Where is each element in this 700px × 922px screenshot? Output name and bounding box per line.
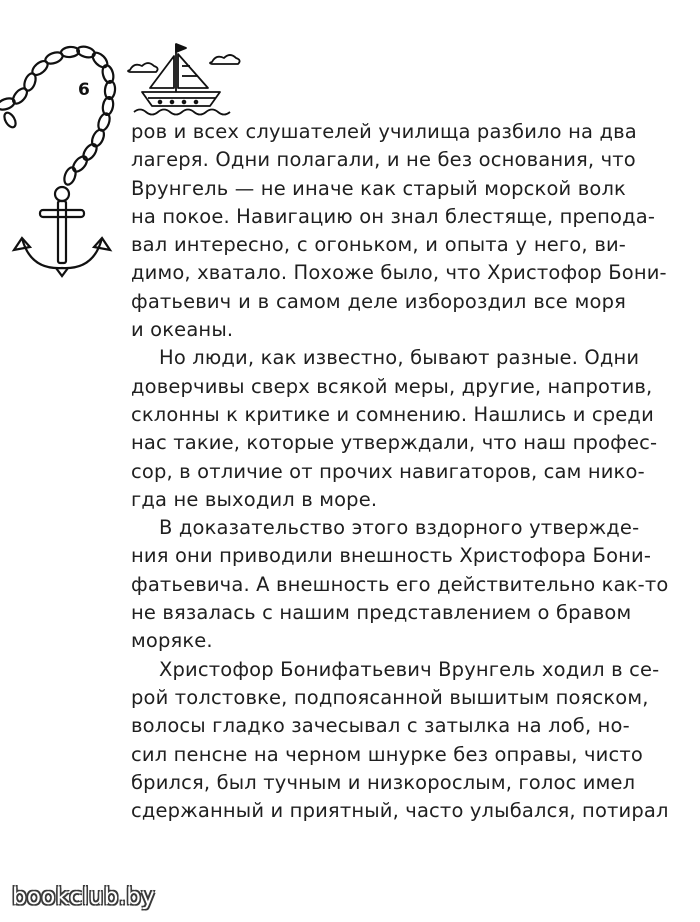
text-line: гда не выходил в море. — [131, 487, 378, 511]
text-line: моряке. — [131, 629, 213, 653]
text-line: брился, был тучным и низкорослым, голос имел — [131, 770, 636, 794]
text-line: лагеря. Одни полагали, и не без основания, что — [131, 148, 636, 172]
text-line: сил пенсне на черном шнурке без оправы, чисто — [131, 742, 643, 766]
text-line: волосы гладко зачесывал с затылка на лоб, но- — [131, 714, 630, 738]
text-line: нас такие, которые утверждали, что наш профес- — [131, 431, 658, 455]
page-number: 6 — [78, 80, 90, 100]
paragraph — [131, 656, 669, 826]
text-line: доверчивы сверх всякой меры, другие, напротив, — [131, 374, 653, 398]
text-line: Врунгель — не иначе как старый морской волк — [131, 176, 626, 200]
text-line: и океаны. — [131, 318, 234, 342]
text-line: сор, в отличие от прочих навигаторов, сам нико- — [131, 459, 645, 483]
chain-anchor-icon — [0, 0, 140, 290]
text-line: димо, хватало. Похоже было, что Христофор Бони- — [131, 261, 667, 285]
watermark: bookclub.by — [12, 884, 156, 910]
paragraph — [131, 514, 669, 655]
paragraph — [131, 344, 658, 514]
text-line: Христофор Бонифатьевич Врунгель ходил в се- — [159, 657, 660, 681]
text-line: вал интересно, с огоньком, и опыта у него, ви- — [131, 233, 626, 257]
text-line: ров и всех слушателей училища разбило на два — [131, 120, 637, 143]
text-line: В доказательство этого вздорного утвержде- — [159, 516, 640, 540]
text-line: Но люди, как известно, бывают разные. Одни — [159, 346, 640, 370]
text-line: фатьевича. А внешность его действительно как-то — [131, 572, 669, 596]
text-line: сдержанный и приятный, часто улыбался, потирал — [131, 799, 669, 823]
sailboat-icon — [120, 38, 255, 118]
paragraph — [131, 118, 667, 344]
text-line: на покое. Навигацию он знал блестяще, препода- — [131, 204, 656, 228]
text-line: склонны к критике и сомнению. Нашлись и среди — [131, 402, 654, 426]
text-line: ния они приводили внешность Христофора Бони- — [131, 544, 652, 568]
text-line: рой толстовке, подпоясанной вышитым пояском, — [131, 685, 649, 709]
body-text — [131, 118, 669, 825]
text-line: фатьевич и в самом деле избороздил все моря — [131, 289, 626, 313]
text-line: не вязалась с нашим представлением о бравом — [131, 601, 632, 625]
